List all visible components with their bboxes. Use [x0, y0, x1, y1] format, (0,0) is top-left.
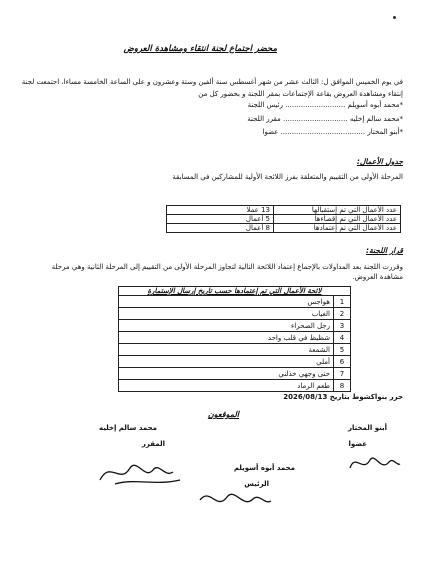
signatory-center-role: الرئيس — [244, 480, 269, 488]
row-number: 2 — [334, 308, 351, 320]
work-title: أملي — [119, 356, 334, 368]
date-line: حرر بنواكشوط بتاريخ 2026/08/13 — [283, 393, 403, 401]
intro-line-2: إنتقاء ومشاهدة العروض بقاعة الإجتماعات بمقر اللجنة و بحضور كل من — [198, 90, 403, 98]
page-title: محضر اجتماع لجنة انتقاء ومشاهدة العروض — [123, 44, 277, 54]
row-number: 6 — [334, 356, 351, 368]
table-cell: عدد الأعمال التي تم إستقبالها — [274, 206, 401, 215]
table-row — [119, 308, 351, 320]
signature-president — [195, 485, 275, 515]
member-row: *أبنو المختار ...................................... عضوا — [262, 128, 403, 136]
table-cell: عدد الأعمال التي تم إقصاءها — [274, 215, 401, 224]
table-row — [119, 368, 351, 380]
table-cell: 8 أعمال — [167, 224, 274, 233]
work-title: الغياب — [119, 308, 334, 320]
row-number: 5 — [334, 344, 351, 356]
member-name: *محمد أبوه أسويلم — [347, 101, 403, 109]
table-header-row — [119, 287, 351, 296]
table-row — [167, 215, 401, 224]
member-role: عضوا — [262, 128, 279, 136]
decision-line-2: مشاهدة العروض. — [352, 273, 403, 281]
table-header: لائحة الأعمال التي تم إعتمادها حسب تاريخ إرسال الإستمارة — [119, 287, 351, 296]
table-row — [119, 320, 351, 332]
decision-line-1: وقررت اللجنة بعد المداولات بالإجماع إعتماد اللائحة التالية لتجاوز المرحلة الأولى من التقييم إلى المرحلة الثانية وهي مرحلة — [51, 263, 403, 271]
signatory-center-name: محمد أبوه أسويلم — [233, 464, 295, 472]
table-row — [167, 224, 401, 233]
table-row — [119, 356, 351, 368]
intro-line-1: في يوم الخميس الموافق ل: الثالث عشر من شهر أغسطس سنة ألفين وستة وعشرون و على الساعة الخامسة مساءا، اجتمعت لجنة — [21, 78, 403, 86]
agenda-text: المرحلة الأولى من التقييم والمتعلقة بفرز اللائحة الأولية للمشاركين في المسابقة — [172, 173, 403, 181]
row-number: 7 — [334, 368, 351, 380]
member-name: *محمد سالم إخليه — [349, 115, 403, 123]
table-row — [167, 206, 401, 215]
signatory-right-role: عضوا — [348, 440, 367, 448]
row-number: 8 — [334, 380, 351, 392]
member-name: *أبنو المختار — [367, 128, 403, 136]
work-title: شظيظ في قلب واحد — [119, 332, 334, 344]
row-number: 3 — [334, 320, 351, 332]
member-row: *محمد سالم إخليه ............................. مقرر اللجنة — [247, 115, 403, 123]
table-cell: 5 أعمال — [167, 215, 274, 224]
row-number: 1 — [334, 296, 351, 308]
table-row — [119, 380, 351, 392]
work-title: الشمعة — [119, 344, 334, 356]
member-row: *محمد أبوه أسويلم ........................... رئيس اللجنة — [247, 101, 403, 109]
work-title: رجل الصحراء — [119, 320, 334, 332]
signature-rapporteur — [95, 450, 185, 490]
row-number: 4 — [334, 332, 351, 344]
work-title: حتى وجهي خذلني — [119, 368, 334, 380]
signature-member — [345, 448, 405, 478]
decision-heading: قرار اللجنة: — [365, 246, 403, 255]
table-cell: عدد الأعمال التي تم إعتمادها — [274, 224, 401, 233]
table-row — [119, 296, 351, 308]
stats-table — [166, 205, 401, 233]
works-table — [118, 286, 351, 392]
work-title: هواجس — [119, 296, 334, 308]
member-role: رئيس اللجنة — [247, 101, 283, 109]
signatory-right-name: أبنو المختار — [348, 424, 387, 432]
member-role: مقرر اللجنة — [247, 115, 281, 123]
work-title: طعم الرماد — [119, 380, 334, 392]
page-mark — [393, 16, 396, 19]
table-row — [119, 344, 351, 356]
agenda-heading: جدول الأعمال: — [356, 157, 403, 166]
signatory-left-role: المقرر — [141, 440, 165, 448]
table-row — [119, 332, 351, 344]
signatory-left-name: محمد سالم إخليه — [98, 424, 157, 432]
table-cell: 13 عملا — [167, 206, 274, 215]
signatories-heading: الموقعون — [207, 410, 239, 419]
